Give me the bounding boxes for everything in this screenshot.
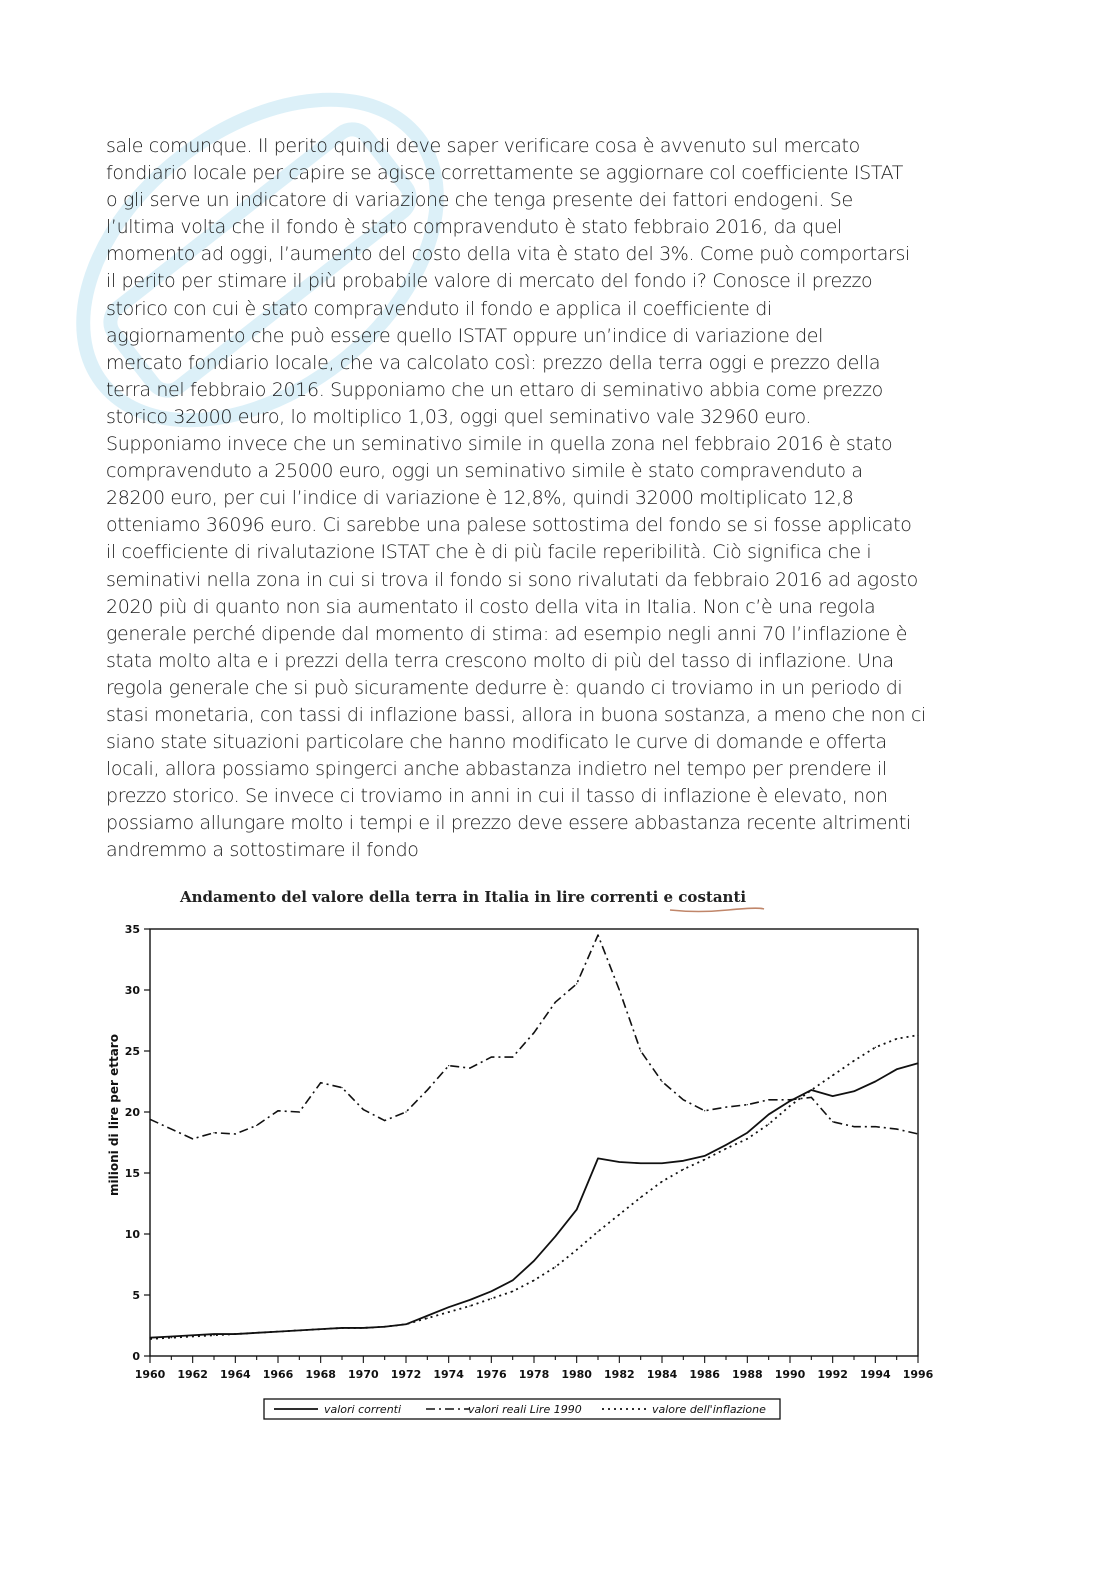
x-tick-label: 1988 (732, 1368, 763, 1381)
chart-title: Andamento del valore della terra in Italia in lire correnti e costanti (180, 888, 747, 906)
data-point (619, 1161, 620, 1162)
data-point (149, 1119, 150, 1120)
data-point (683, 1099, 684, 1100)
data-point (448, 1307, 449, 1308)
data-point (725, 1107, 726, 1108)
legend-label: valori correnti (324, 1403, 402, 1416)
x-tick-label: 1980 (561, 1368, 592, 1381)
data-point (875, 1047, 876, 1048)
data-point (341, 1327, 342, 1328)
data-point (171, 1336, 172, 1337)
data-point (555, 1002, 556, 1003)
data-point (235, 1133, 236, 1134)
data-point (469, 1067, 470, 1068)
paragraph-line: sale comunque. Il perito quindi deve saper verificare cosa è avvenuto sul mercato (106, 135, 860, 157)
data-point (299, 1111, 300, 1112)
data-point (256, 1332, 257, 1333)
paragraph-line: mercato fondiario locale, che va calcolato così: prezzo della terra oggi e prezzo della (106, 351, 881, 374)
data-point (576, 1209, 577, 1210)
data-point (875, 1126, 876, 1127)
x-tick-label: 1966 (262, 1368, 294, 1381)
data-point (832, 1121, 833, 1122)
paragraph-line: aggiornamento che può essere quello ISTAT oppure un’indice di variazione del (106, 324, 824, 347)
paragraph-line: prezzo storico. Se invece ci troviamo in anni in cui il tasso di inflazione è elevato, non (106, 785, 888, 808)
data-point (789, 1099, 790, 1100)
title-underline-mark (668, 907, 766, 913)
paragraph-line: siano state situazioni particolare che hanno modificato le curve di domande e offerta (106, 731, 887, 754)
data-point (405, 1111, 406, 1112)
data-point (917, 1133, 918, 1134)
x-tick-label: 1974 (433, 1368, 464, 1381)
x-tick-label: 1970 (348, 1368, 379, 1381)
data-point (768, 1124, 769, 1125)
data-point (704, 1110, 705, 1111)
data-point (512, 1280, 513, 1281)
data-point (363, 1109, 364, 1110)
data-point (320, 1329, 321, 1330)
data-point (533, 1032, 534, 1033)
paragraph-line: momento ad oggi, l’aumento del costo della vita è stato del 3%. Come può comportarsi (106, 243, 910, 266)
data-point (597, 1231, 598, 1232)
paragraph-line: terra nel febbraio 2016. Supponiamo che un ettaro di seminativo abbia come prezzo (106, 378, 883, 401)
data-point (363, 1327, 364, 1328)
data-point (619, 989, 620, 990)
data-point (832, 1096, 833, 1097)
data-point (853, 1091, 854, 1092)
data-point (171, 1128, 172, 1129)
data-point (469, 1299, 470, 1300)
data-point (896, 1069, 897, 1070)
data-point (640, 1163, 641, 1164)
data-point (491, 1298, 492, 1299)
data-point (704, 1159, 705, 1160)
data-point (853, 1126, 854, 1127)
x-tick-label: 1976 (476, 1368, 507, 1381)
data-point (533, 1260, 534, 1261)
data-point (853, 1060, 854, 1061)
paragraph-line: storico 32000 euro, lo moltiplico 1,03, oggi quel seminativo vale 32960 euro. (106, 405, 812, 428)
data-point (747, 1132, 748, 1133)
y-tick-label: 25 (124, 1045, 140, 1058)
y-tick-label: 10 (124, 1228, 140, 1241)
data-point (512, 1291, 513, 1292)
data-point (832, 1075, 833, 1076)
legend-label: valore dell'inflazione (652, 1403, 766, 1416)
data-point (277, 1331, 278, 1332)
y-tick-label: 20 (124, 1106, 140, 1119)
data-point (427, 1315, 428, 1316)
data-point (277, 1110, 278, 1111)
paragraph-line: Supponiamo invece che un seminativo simile in quella zona nel febbraio 2016 è stato (106, 433, 893, 456)
data-point (640, 1050, 641, 1051)
y-tick-label: 0 (132, 1350, 140, 1363)
data-point (384, 1326, 385, 1327)
data-point (235, 1333, 236, 1334)
data-point (341, 1087, 342, 1088)
data-point (555, 1266, 556, 1267)
data-point (725, 1148, 726, 1149)
data-point (768, 1099, 769, 1100)
x-tick-label: 1990 (774, 1368, 806, 1381)
data-point (789, 1100, 790, 1101)
paragraph-line: stasi monetaria, con tassi di inflazione bassi, allora in buona sostanza, a meno che non ci (106, 703, 926, 726)
data-point (512, 1057, 513, 1058)
series-line-dotted (150, 1035, 918, 1339)
data-point (661, 1181, 662, 1182)
data-point (747, 1104, 748, 1105)
paragraph-line: regola generale che si può sicuramente dedurre è: quando ci troviamo in un periodo di (106, 676, 903, 699)
paragraph-line: andremmo a sottostimare il fondo (106, 839, 419, 862)
paragraph-line: compravenduto a 25000 euro, oggi un seminativo simile è stato compravenduto a (106, 460, 863, 483)
x-tick-label: 1972 (390, 1368, 422, 1381)
data-point (640, 1197, 641, 1198)
data-point (597, 935, 598, 936)
x-tick-label: 1960 (134, 1368, 166, 1381)
data-point (576, 1249, 577, 1250)
data-point (768, 1114, 769, 1115)
paragraph-line: locali, allora possiamo spingerci anche abbastanza indietro nel tempo per prendere il (106, 758, 887, 781)
data-point (747, 1138, 748, 1139)
data-point (192, 1138, 193, 1139)
paragraph-line: o gli serve un indicatore di variazione che tenga presente dei fattori endogeni. Se (106, 189, 853, 212)
data-point (704, 1155, 705, 1156)
y-tick-label: 5 (132, 1289, 140, 1302)
paragraph-line: fondiario locale per capire se agisce correttamente se aggiornare col coefficiente ISTAT (106, 162, 904, 185)
paragraph-line: il coefficiente di rivalutazione ISTAT che è di più facile reperibilità. Ciò significa che i (106, 541, 872, 564)
paragraph-line: generale perché dipende dal momento di stima: ad esempio negli anni 70 l’inflazione è (106, 622, 908, 645)
data-point (576, 983, 577, 984)
data-point (661, 1081, 662, 1082)
x-tick-label: 1968 (305, 1368, 336, 1381)
paragraph-line: 28200 euro, per cui l’indice di variazione è 12,8%, quindi 32000 moltiplicato 12,8 (106, 487, 854, 510)
data-point (448, 1311, 449, 1312)
paragraph-line: otteniamo 36096 euro. Ci sarebbe una palese sottostima del fondo se si fosse applicato (106, 514, 912, 537)
data-point (192, 1336, 193, 1337)
y-tick-label: 15 (124, 1167, 140, 1180)
paragraph-line: il perito per stimare il più probabile valore di mercato del fondo i? Conosce il prezzo (106, 270, 873, 293)
data-point (448, 1065, 449, 1066)
data-point (213, 1333, 214, 1334)
data-point (896, 1128, 897, 1129)
data-point (533, 1280, 534, 1281)
data-point (299, 1330, 300, 1331)
x-tick-label: 1986 (689, 1368, 720, 1381)
data-point (427, 1089, 428, 1090)
land-value-chart (96, 915, 956, 1425)
paragraph-line: l’ultima volta che il fondo è stato compravenduto è stato febbraio 2016, da quel (106, 216, 842, 239)
y-axis-label: milioni di lire per ettaro (107, 1034, 121, 1196)
data-point (683, 1160, 684, 1161)
x-tick-label: 1984 (646, 1368, 678, 1381)
series-line-solid (150, 1063, 918, 1338)
body-paragraph (106, 133, 1011, 865)
paragraph-line: storico con cui è stato compravenduto il fondo e applica il coefficiente di (106, 297, 772, 320)
data-point (384, 1120, 385, 1121)
data-point (619, 1214, 620, 1215)
data-point (789, 1105, 790, 1106)
data-point (256, 1125, 257, 1126)
data-point (811, 1097, 812, 1098)
data-point (171, 1337, 172, 1338)
x-tick-label: 1994 (860, 1368, 891, 1381)
data-point (875, 1081, 876, 1082)
x-tick-label: 1964 (220, 1368, 251, 1381)
data-point (149, 1338, 150, 1339)
title-underline-stroke (670, 908, 764, 911)
data-point (213, 1335, 214, 1336)
data-point (917, 1035, 918, 1036)
x-tick-label: 1982 (604, 1368, 635, 1381)
x-tick-label: 1962 (177, 1368, 208, 1381)
data-point (896, 1038, 897, 1039)
data-point (469, 1305, 470, 1306)
data-point (405, 1324, 406, 1325)
x-tick-label: 1978 (518, 1368, 550, 1381)
series-line-dashdot (150, 935, 918, 1139)
y-tick-label: 35 (124, 923, 140, 936)
data-point (811, 1089, 812, 1090)
data-point (683, 1169, 684, 1170)
data-point (320, 1082, 321, 1083)
x-tick-label: 1992 (817, 1368, 848, 1381)
data-point (555, 1236, 556, 1237)
plot-frame (150, 929, 918, 1356)
data-point (213, 1132, 214, 1133)
paragraph-line: stata molto alta e i prezzi della terra crescono molto di più del tasso di inflazione. Una (106, 649, 894, 672)
data-point (725, 1144, 726, 1145)
y-tick-label: 30 (124, 984, 140, 997)
data-point (491, 1057, 492, 1058)
data-point (661, 1163, 662, 1164)
paragraph-line: possiamo allungare molto i tempi e il prezzo deve essere abbastanza recente altrimenti (106, 812, 911, 835)
x-tick-label: 1996 (902, 1368, 934, 1381)
legend-label: valori reali Lire 1990 (468, 1403, 582, 1416)
data-point (491, 1291, 492, 1292)
data-point (427, 1318, 428, 1319)
data-point (597, 1158, 598, 1159)
paragraph-line: seminativi nella zona in cui si trova il fondo si sono rivalutati da febbraio 2016 ad agosto (106, 568, 918, 591)
paragraph-line: 2020 più di quanto non sia aumentato il costo della vita in Italia. Non c’è una regola (106, 595, 876, 618)
data-point (917, 1063, 918, 1064)
